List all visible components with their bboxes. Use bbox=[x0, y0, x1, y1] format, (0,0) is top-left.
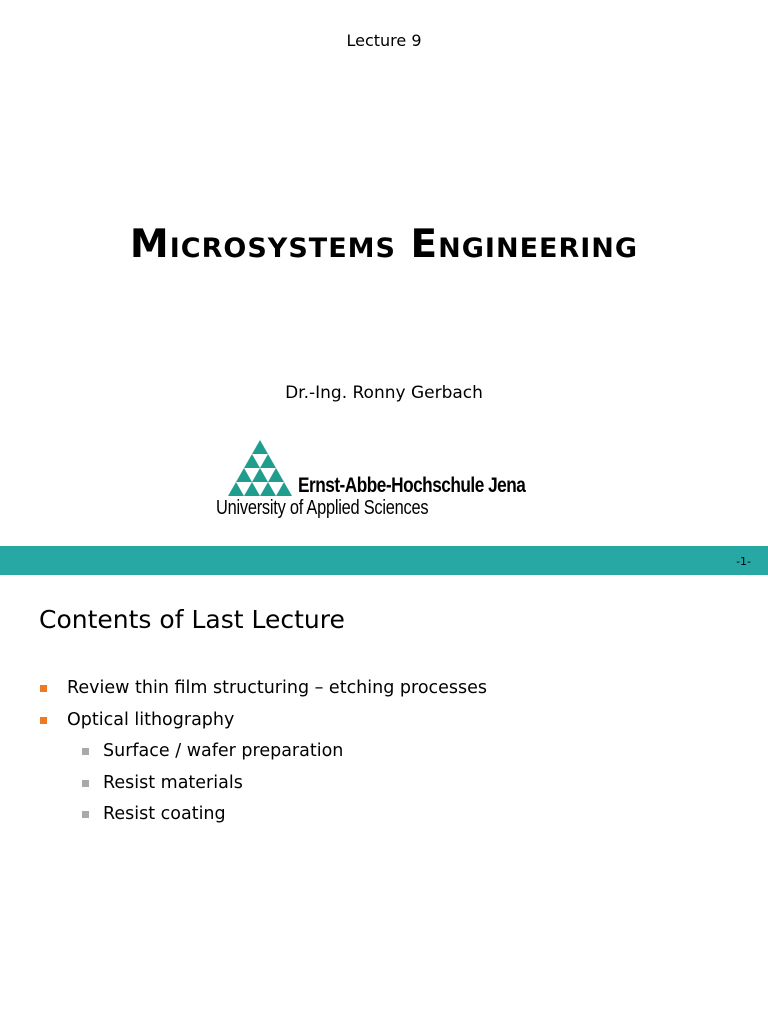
list-item bbox=[40, 771, 487, 803]
section-title: Contents of Last Lecture bbox=[39, 605, 345, 634]
triangle-mosaic-icon bbox=[227, 440, 293, 496]
square-bullet-icon bbox=[40, 717, 47, 724]
bullet-list bbox=[40, 676, 487, 834]
list-item-text: Optical lithography bbox=[67, 709, 235, 730]
list-item-text: Surface / wafer preparation bbox=[103, 741, 344, 761]
logo-subtitle: University of Applied Sciences bbox=[216, 497, 429, 519]
square-bullet-icon bbox=[40, 685, 47, 692]
list-item-text: Review thin film structuring – etching processes bbox=[67, 678, 488, 698]
square-bullet-icon bbox=[82, 748, 89, 755]
author-name: Dr.-Ing. Ronny Gerbach bbox=[285, 383, 483, 403]
list-item-text: Resist coating bbox=[103, 804, 226, 824]
lecture-label: Lecture 9 bbox=[346, 31, 422, 50]
slide-divider-bar bbox=[0, 546, 768, 575]
list-item bbox=[40, 739, 487, 771]
main-title: Microsystems Engineering bbox=[129, 222, 639, 267]
logo-name: Ernst-Abbe-Hochschule Jena bbox=[298, 474, 526, 497]
square-bullet-icon bbox=[82, 811, 89, 818]
list-item bbox=[40, 708, 487, 740]
university-logo bbox=[216, 436, 556, 522]
list-item bbox=[40, 802, 487, 834]
page-number: -1- bbox=[736, 555, 751, 568]
list-item-text: Resist materials bbox=[103, 772, 243, 793]
square-bullet-icon bbox=[82, 780, 89, 787]
list-item bbox=[40, 676, 487, 708]
